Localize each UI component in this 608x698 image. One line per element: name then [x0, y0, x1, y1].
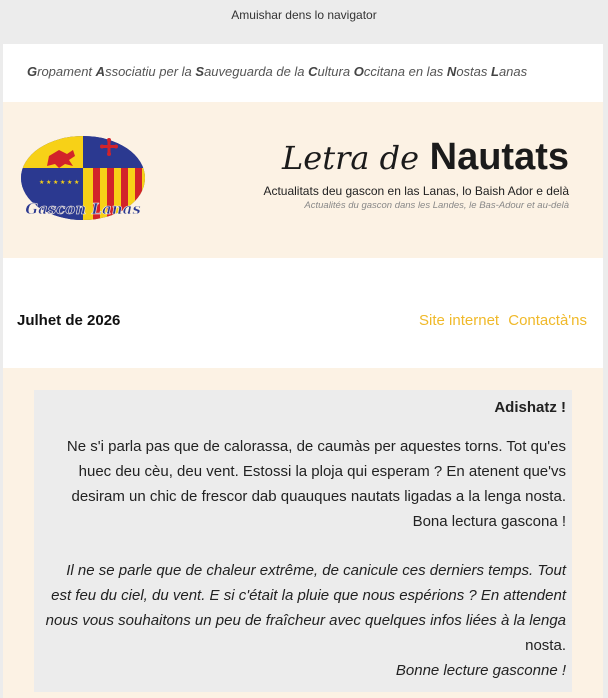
- title-script: Letra de: [282, 139, 420, 177]
- svg-text:★: ★: [46, 180, 52, 186]
- header-banner: [3, 102, 603, 258]
- text-line: huec deu cèu, deu vent. Estossi la ploja qui esperam ? En atenent que'vs: [78, 463, 566, 480]
- contact-link[interactable]: Contactà'ns: [508, 312, 587, 329]
- text-line: Bonne lecture gasconne !: [395, 662, 566, 679]
- view-in-browser-link[interactable]: Amuishar dens lo navigator: [231, 8, 377, 22]
- view-in-browser-bar: [0, 0, 608, 44]
- gascon-lanas-logo: [19, 134, 147, 224]
- website-link[interactable]: Site internet: [419, 312, 500, 329]
- logo-text: Gascon Lanas: [25, 200, 141, 218]
- text-line: Ne s'i parla pas que de calorassa, de caumàs per aquestes torns. Tot qu'es: [66, 438, 566, 455]
- subtitle-occitan: Actualitats deu gascon en las Lanas, lo Baish Ador e delà: [263, 184, 569, 198]
- greeting: Adishatz !: [494, 399, 566, 416]
- text-line: nous vous souhaitons un peu de fraîcheur avec quelques infos liées à la lenga: [45, 612, 566, 629]
- title-bold: Nautats: [429, 136, 569, 178]
- svg-text:★: ★: [67, 180, 73, 186]
- intro-french: [40, 558, 566, 683]
- text-line: Il ne se parle que de chaleur extrême, de canicule ces derniers temps. Tout: [66, 562, 566, 579]
- svg-text:★: ★: [60, 180, 66, 186]
- text-line: Bona lectura gascona !: [412, 513, 566, 530]
- svg-text:★: ★: [53, 180, 59, 186]
- header-links: [414, 312, 587, 329]
- newsletter-title: [203, 136, 569, 216]
- text-line: nosta.: [525, 637, 566, 654]
- association-name: Gropament Associatiu per la Sauveguarda de la Cultura Occitana en las Nostas Lanas: [27, 64, 528, 79]
- subtitle-french: Actualités du gascon dans les Landes, le Bas-Adour et au-delà: [304, 200, 569, 211]
- text-line: est feu du ciel, du vent. E si c'était la pluie que nous espérions ? En attendent: [51, 587, 566, 604]
- svg-text:★: ★: [74, 180, 80, 186]
- newsletter-card: [3, 44, 603, 698]
- content-band: [3, 368, 603, 698]
- intro-text-box: [34, 390, 572, 692]
- intro-occitan: [40, 434, 566, 534]
- text-line: desiram un chic de frescor dab quauques nautats ligadas a la lenga nosta.: [71, 488, 566, 505]
- issue-date: Julhet de 2026: [17, 312, 121, 329]
- svg-text:★: ★: [39, 180, 45, 186]
